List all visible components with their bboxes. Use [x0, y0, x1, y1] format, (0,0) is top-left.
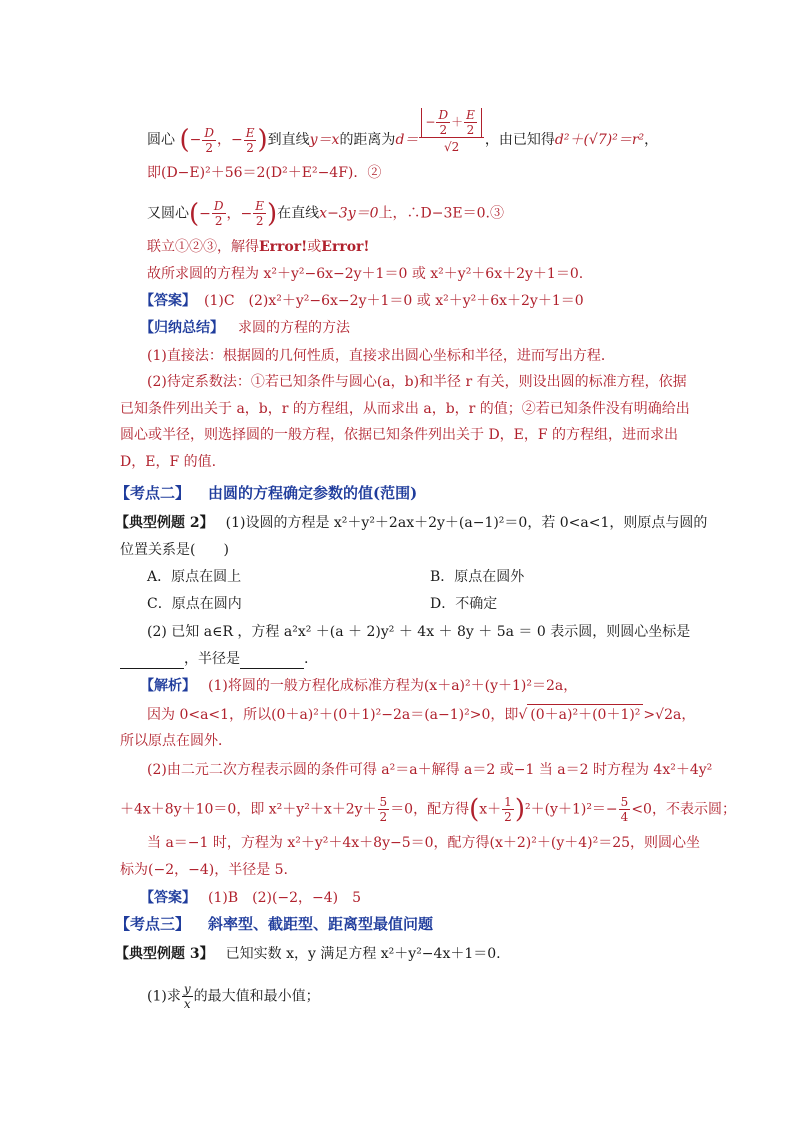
- analysis-line-1: 【解析】 (1)将圆的一般方程化成标准方程为(x＋a)²＋(y＋1)²＝2a，: [140, 678, 578, 694]
- analysis-line-4: (2)由二元二次方程表示圆的条件可得 a²＝a＋解得 a＝2 或−1 当 a＝2 时方程为 4x²＋4y²: [147, 762, 713, 778]
- blank-center: [120, 654, 184, 669]
- fraction: $\frac{E}{2}$: [245, 125, 255, 155]
- math: d＝: [395, 132, 419, 148]
- example-3-line-1: 【典型例题 3】 已知实数 x，y 满足方程 x²＋y²−4x＋1＝0.: [115, 946, 501, 962]
- text: 圆心: [147, 132, 175, 148]
- answer-tag: 【答案】: [140, 293, 196, 309]
- distance-fraction: − $\frac{D}{2}$ ＋ $\frac{E}{2}$ √2: [419, 108, 483, 156]
- analysis-line-6: 当 a＝−1 时，方程为 x²＋y²＋4x＋8y−5＝0，配方得(x＋2)²＋(y＋4)²＝25，则圆心坐: [147, 835, 701, 851]
- summary-tag: 【归纳总结】: [140, 320, 224, 336]
- analysis-line-2: 因为 0<a<1，所以(0＋a)²＋(0＋1)²−2a＝(a−1)²>0，即√ (0＋a)²＋(0＋1)² >√2a，: [147, 704, 695, 725]
- summary-line-3: 已知条件列出关于 a，b，r 的方程组，从而求出 a，b，r 的值；②若已知条件没有明确给出: [120, 401, 690, 417]
- summary-line-1: (1)直接法：根据圆的几何性质，直接求出圆心坐标和半径，进而写出方程．: [147, 348, 615, 364]
- example-2-line-1: 【典型例题 2】 (1)设圆的方程是 x²＋y²＋2ax＋2y＋(a−1)²＝0，若 0<a<1，则原点与圆的: [115, 515, 708, 531]
- question-2-line-1: (2) 已知 a∈R ，方程 a²x² ＋(a ＋ 2)y² ＋ 4x ＋ 8y ＋ 5a ＝ 0 表示圆，则圆心坐标是: [147, 624, 691, 640]
- option-b: B．原点在圆外: [430, 569, 525, 585]
- fraction: $\frac{D}{2}$: [204, 125, 214, 155]
- text: 到直线: [267, 132, 310, 148]
- answer-line: 【答案】 (1)C (2)x²＋y²−6x−2y＋1＝0 或 x²＋y²＋6x＋2y＋1＝0: [140, 293, 584, 309]
- summary-line-2: (2)待定系数法：①若已知条件与圆心(a，b)和半径 r 有关，则设出圆的标准方程，依据: [147, 374, 687, 390]
- section-heading-3: 【考点三】 斜率型、截距型、距离型最值问题: [115, 915, 434, 933]
- option-c: C．原点在圆内: [147, 596, 242, 612]
- solution-line-1: 圆心 (− $\frac{D}{2}$ ，− $\frac{E}{2}$ )到直线y＝x的距离为d＝ − $\frac{D}{2}$ ＋ $\frac{E}{2}$ √2 ，由已知得d²＋(√7)²＝r²，: [147, 108, 659, 155]
- section-heading-2: 【考点二】 由圆的方程确定参数的值(范围): [115, 484, 418, 502]
- option-a: A．原点在圆上: [147, 569, 242, 585]
- math: y＝x: [309, 132, 340, 148]
- analysis-line-7: 标为(−2，−4)，半径是 5.: [120, 862, 289, 878]
- summary-line-5: D，E，F 的值.: [120, 454, 217, 470]
- solution-line-4: 联立①②③，解得Error!或Error!: [147, 239, 370, 255]
- blank-radius: [240, 654, 304, 669]
- analysis-tag: 【解析】: [140, 678, 196, 694]
- text: ，由已知得: [484, 132, 555, 148]
- analysis-line-5: ＋4x＋8y＋10＝0，即 x²＋y²＋x＋2y＋ $\frac{5}{2}$ ＝0，配方得(x＋ $\frac{1}{2}$ )²＋(y＋1)²＝− $\frac{5}{4}$ <0，不表示圆；: [120, 794, 736, 825]
- abs-value: − $\frac{D}{2}$ ＋ $\frac{E}{2}$: [421, 108, 481, 137]
- analysis-line-3: 所以原点在圆外．: [120, 733, 232, 749]
- question-3-line-1: (1)求 $\frac{y}{x}$ 的最大值和最小值；: [147, 982, 320, 1011]
- option-d: D．不确定: [430, 596, 498, 612]
- solution-line-5: 故所求圆的方程为 x²＋y²−6x−2y＋1＝0 或 x²＋y²＋6x＋2y＋1＝0.: [147, 266, 584, 282]
- answer-tag: 【答案】: [140, 890, 196, 906]
- text: 的距离为: [339, 132, 396, 148]
- math: d²＋(√7)²＝r²: [554, 132, 645, 148]
- solution-line-3: 又圆心(− $\frac{D}{2}$ ，− $\frac{E}{2}$ )在直线x−3y＝0上，∴D−3E＝0.③: [147, 198, 504, 229]
- answer-line-2: 【答案】 (1)B (2)(−2，−4) 5: [140, 890, 362, 906]
- summary-line-4: 圆心或半径，则选择圆的一般方程，依据已知条件列出关于 D，E，F 的方程组，进而求出: [120, 427, 679, 443]
- solution-line-2: 即(D−E)²＋56＝2(D²＋E²−4F)．②: [147, 165, 382, 181]
- summary-line: 【归纳总结】 求圆的方程的方法: [140, 320, 350, 336]
- question-2-line-2: ，半径是 .: [120, 649, 308, 669]
- example-2-line-2: 位置关系是( ): [120, 542, 229, 558]
